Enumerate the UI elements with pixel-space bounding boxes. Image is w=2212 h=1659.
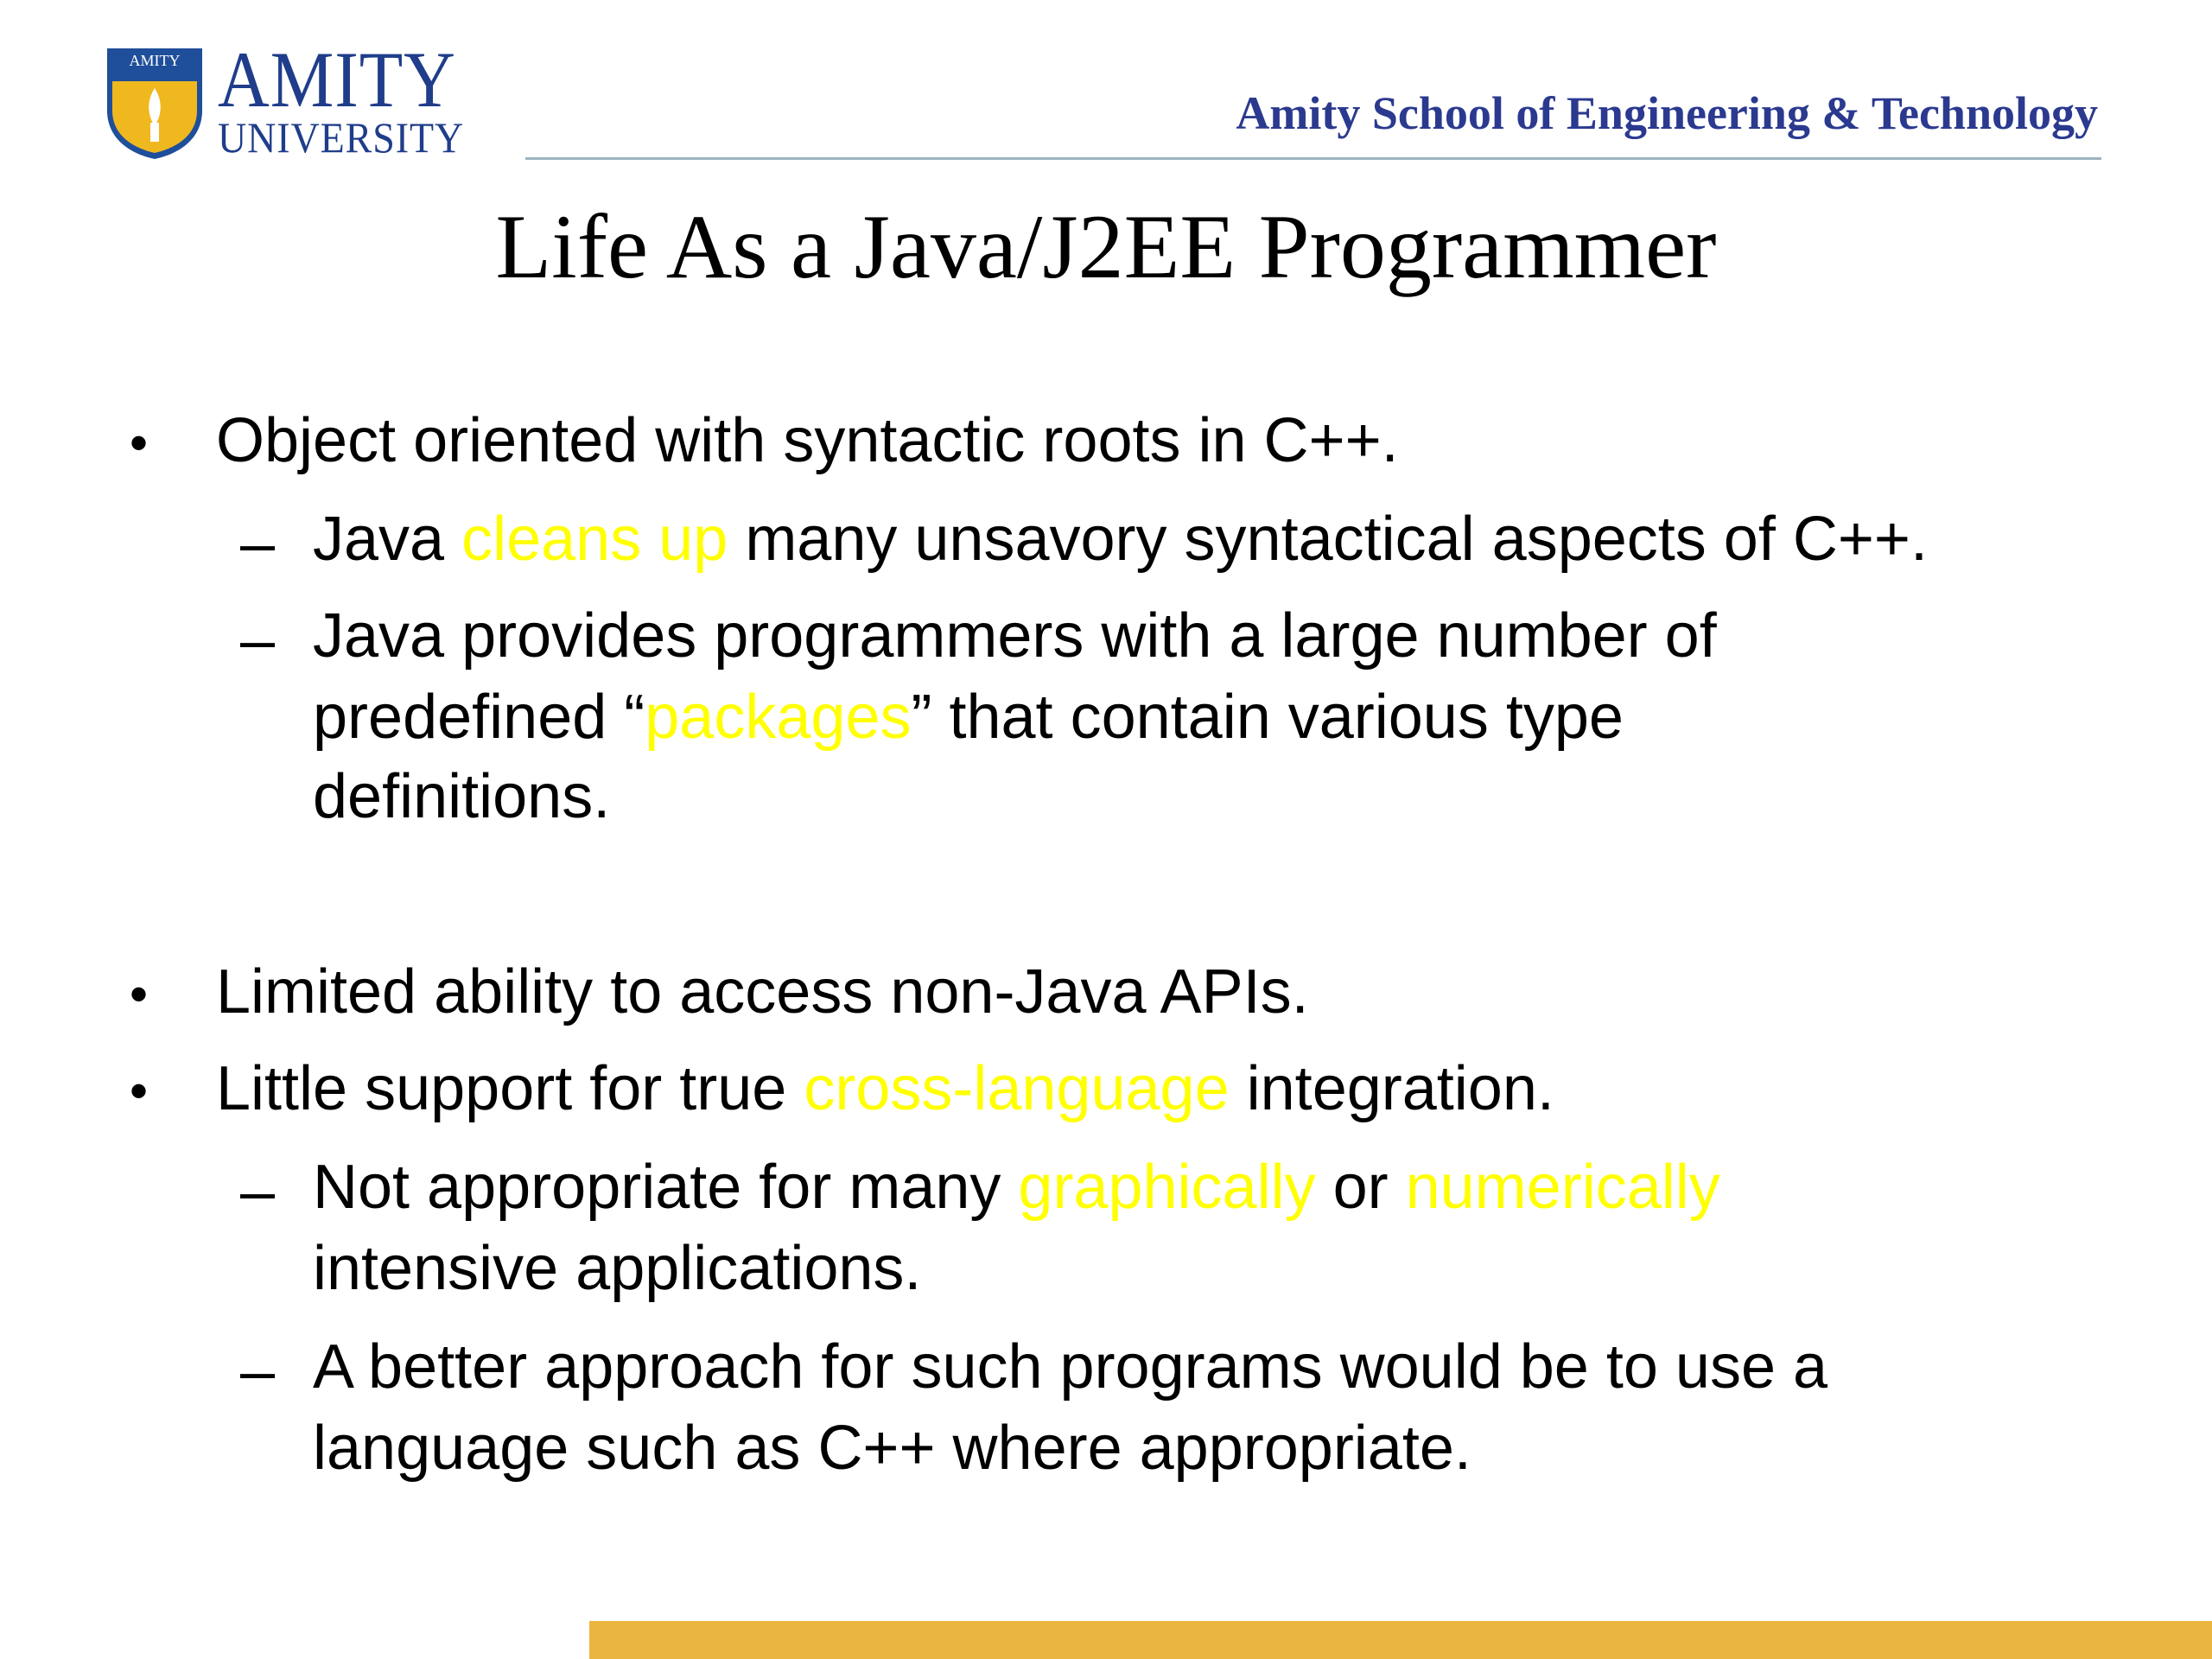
text: predefined “ — [313, 683, 645, 752]
footer-bar — [589, 1621, 2212, 1659]
amity-logo — [104, 35, 484, 162]
bullet-cross-language — [216, 1054, 1554, 1123]
logo-wordmark — [218, 35, 486, 162]
text: Java — [313, 505, 462, 574]
text: many unsavory syntactical aspects of C++. — [728, 505, 1928, 574]
sub-bullet-better-approach-line1: A better approach for such programs would be to use a — [313, 1332, 1828, 1402]
bullet-marker: • — [130, 965, 149, 1023]
text: ” that contain various type — [911, 683, 1624, 752]
bullet-limited-ability: Limited ability to access non-Java APIs. — [216, 957, 1309, 1027]
logo-subtitle: UNIVERSITY — [218, 113, 465, 162]
sub-bullet-cleans-up — [313, 505, 1928, 574]
dash-marker: – — [240, 1337, 276, 1406]
header-divider — [525, 157, 2101, 160]
sub-bullet-packages-line1: Java provides programmers with a large number of — [313, 601, 1717, 671]
sub-bullet-better-approach-line2: language such as C++ where appropriate. — [313, 1414, 1471, 1483]
bullet-marker: • — [130, 1062, 149, 1120]
highlight-text: cleans up — [461, 505, 728, 574]
dash-marker: – — [240, 1157, 276, 1226]
highlight-text: graphically — [1018, 1153, 1316, 1222]
text: Little support for true — [216, 1054, 804, 1123]
sub-bullet-packages-line3: definitions. — [313, 762, 611, 831]
highlight-text: numerically — [1405, 1153, 1720, 1222]
dash-marker: – — [240, 509, 276, 578]
bullet-object-oriented: Object oriented with syntactic roots in C++. — [216, 406, 1399, 475]
logo-name: AMITY — [218, 35, 456, 124]
amity-shield-icon — [104, 43, 206, 161]
text: integration. — [1229, 1054, 1554, 1123]
text: Not appropriate for many — [313, 1153, 1019, 1222]
sub-bullet-not-appropriate-line2: intensive applications. — [313, 1234, 922, 1303]
slide-title: Life As a Java/J2EE Programmer — [495, 196, 1717, 297]
highlight-text: cross-language — [804, 1054, 1230, 1123]
school-title: Amity School of Engineering & Technology — [1236, 87, 2098, 139]
shield-text: AMITY — [129, 52, 181, 69]
text: or — [1315, 1153, 1406, 1222]
highlight-text: packages — [645, 683, 912, 752]
dash-marker: – — [240, 606, 276, 675]
bullet-marker: • — [130, 414, 149, 472]
sub-bullet-not-appropriate-line1 — [313, 1153, 1720, 1222]
sub-bullet-packages-line2 — [313, 683, 1624, 752]
